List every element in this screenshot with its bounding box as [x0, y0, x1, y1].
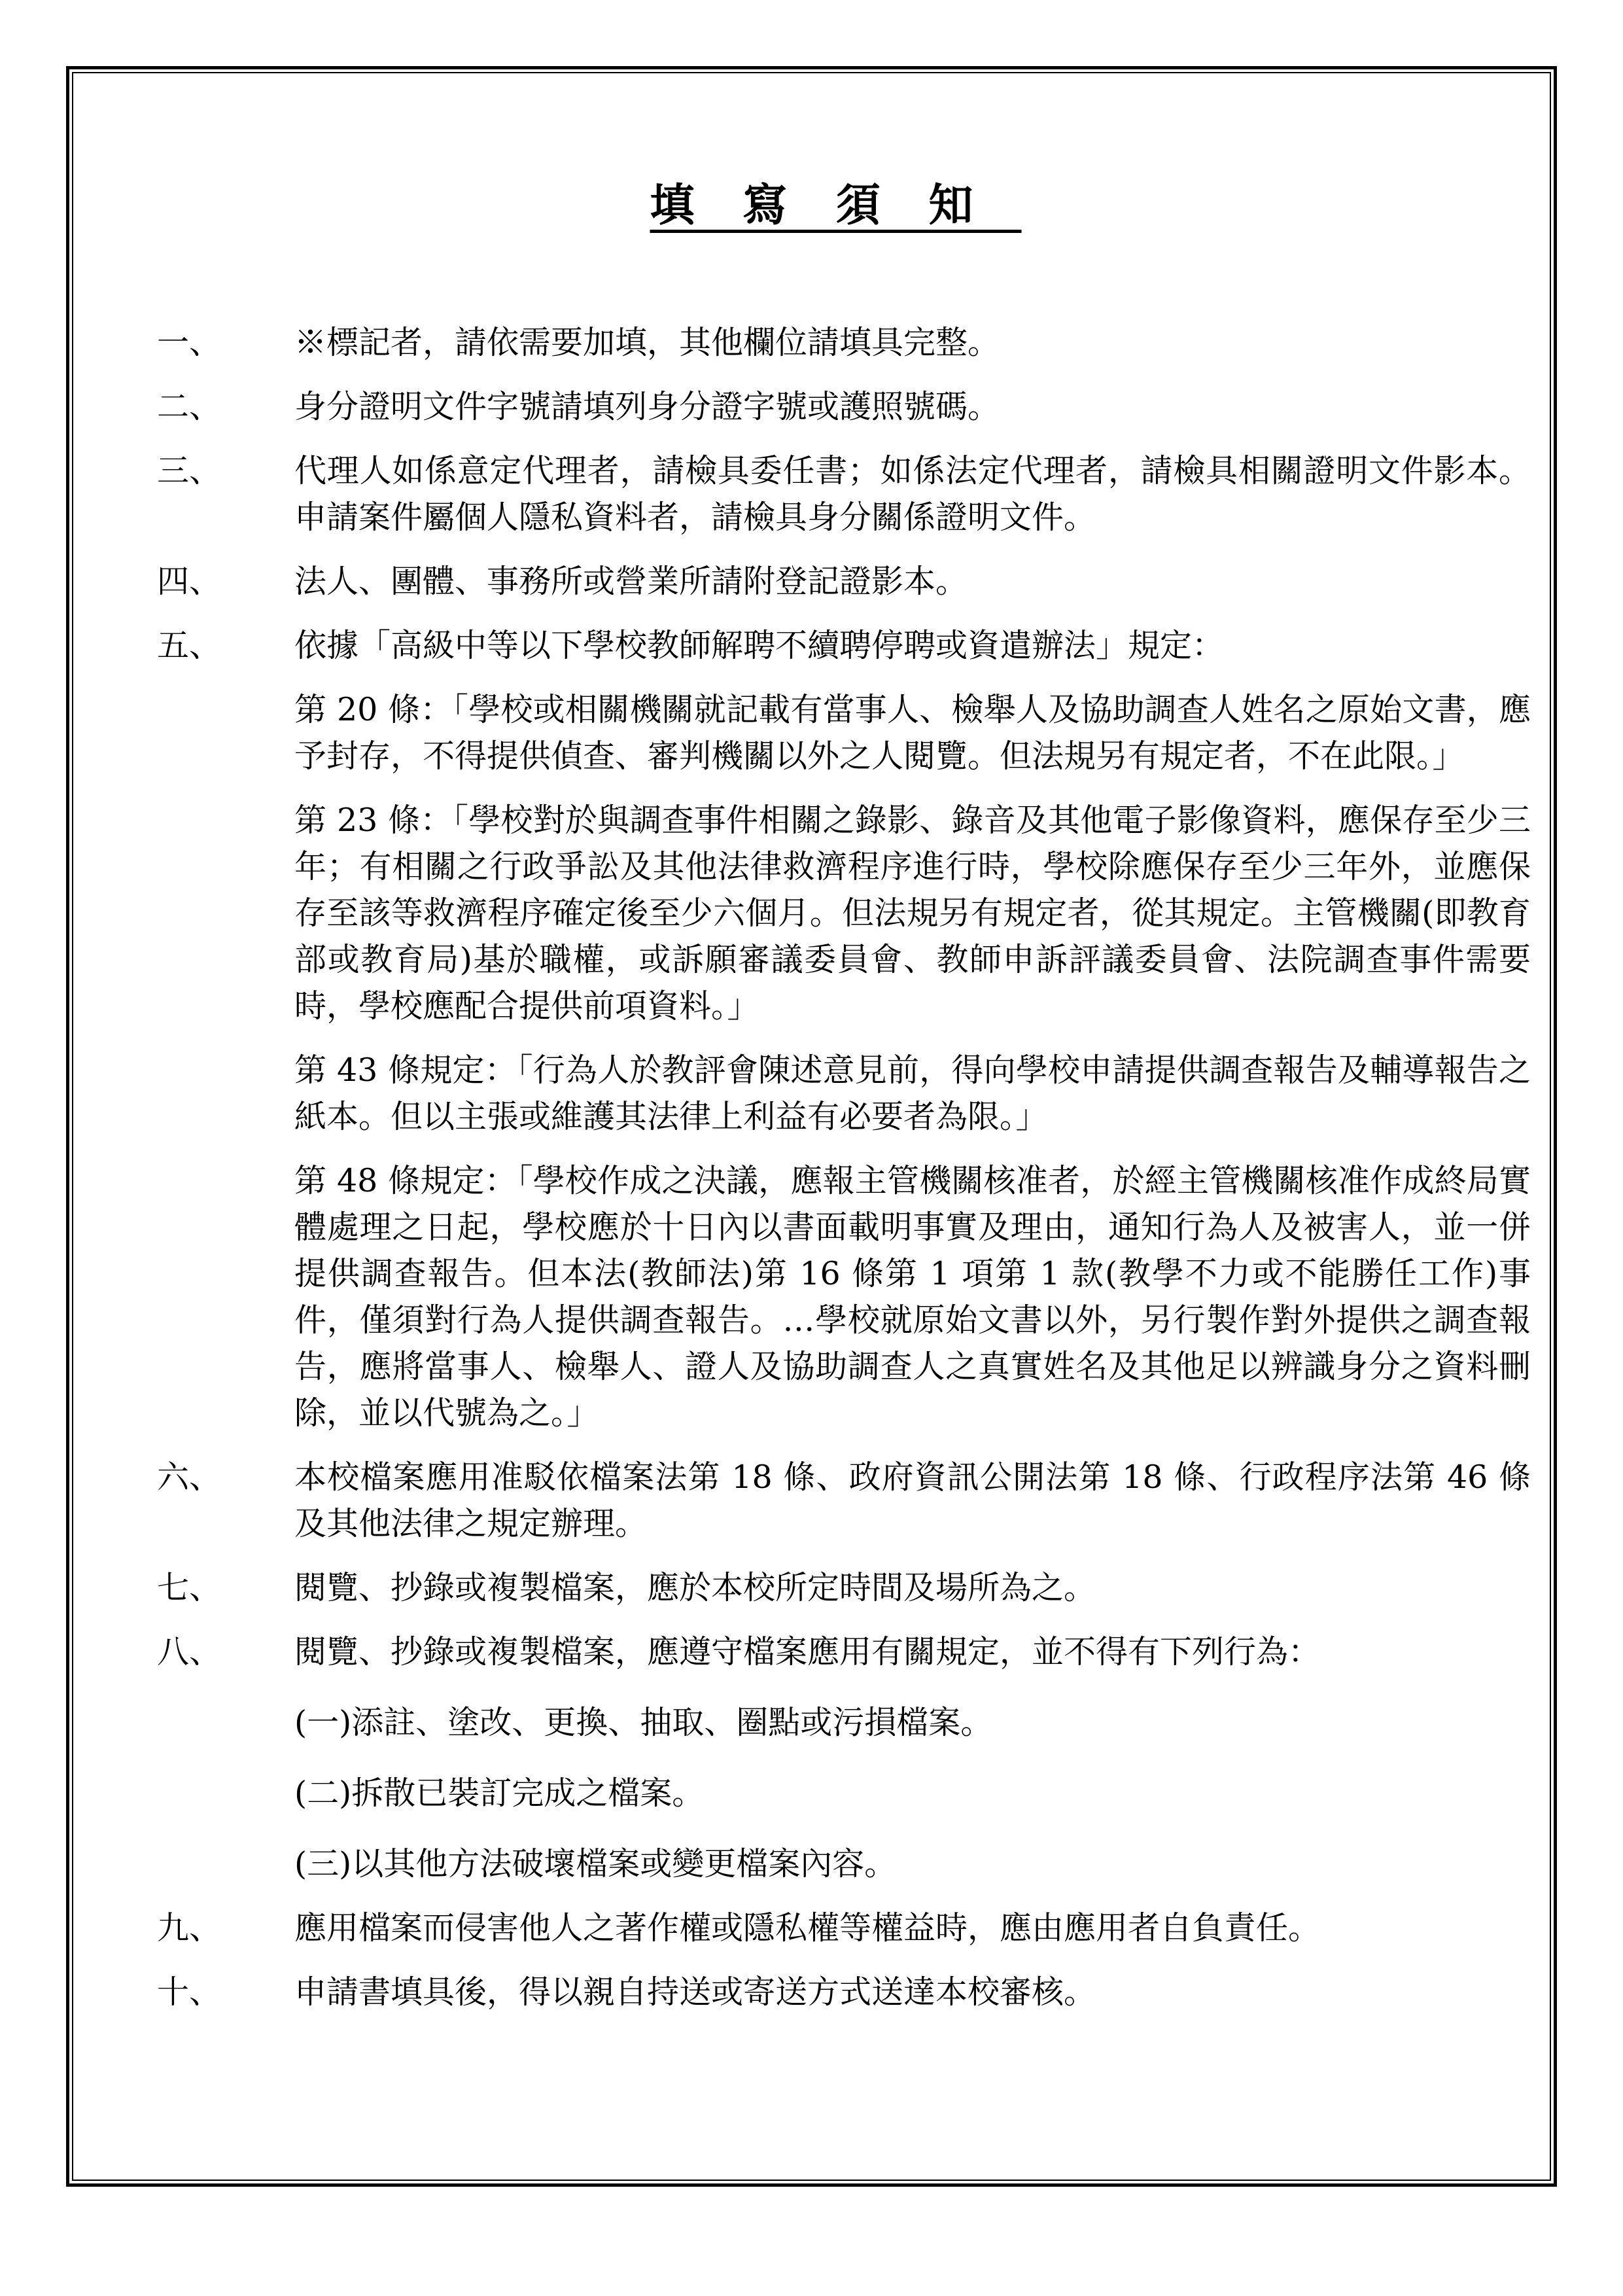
list-item	[157, 1629, 1531, 1887]
item-number: 七、	[157, 1569, 222, 1606]
sub-item: (二)拆散已裝訂完成之檔案。	[294, 1775, 705, 1812]
item-number: 九、	[157, 1909, 222, 1947]
instructions-list	[157, 319, 1531, 2033]
item-text: 閱覽、抄錄或複製檔案，應於本校所定時間及場所為之。	[294, 1569, 1096, 1606]
regulation-article-23: 第 23 條：「學校對於與調查事件相關之錄影、錄音及其他電子影像資料，應保存至少三年；有相關之行政爭訟及其他法律救濟程序進行時，學校除應保存至少三年外，並應保存至該等救濟程序確定後至少六個月。但法規另有規定者，從其規定。主管機關(即教育部或教育局)基於職權，或訴願審議委員會、教師申訴評議委員會、法院調查事件需要時，學校應配合提供前項資料。」	[294, 802, 1531, 1025]
list-item	[157, 448, 1531, 540]
list-item	[157, 558, 1531, 605]
item-number: 十、	[157, 1973, 222, 2011]
list-item	[157, 383, 1531, 430]
list-item	[157, 1905, 1531, 1951]
list-item	[157, 1969, 1531, 2015]
item-number: 三、	[157, 452, 222, 489]
item-text: 本校檔案應用准駁依檔案法第 18 條、政府資訊公開法第 18 條、行政程序法第 46 條及其他法律之規定辦理。	[294, 1458, 1531, 1542]
sub-item: (一)添註、塗改、更換、抽取、圈點或污損檔案。	[294, 1704, 993, 1741]
item-text: 身分證明文件字號請填列身分證字號或護照號碼。	[294, 388, 1000, 425]
list-item	[157, 1454, 1531, 1547]
list-item	[157, 622, 1531, 1436]
regulation-article-20: 第 20 條：「學校或相關機關就記載有當事人、檢舉人及協助調查人姓名之原始文書，應予封存，不得提供偵查、審判機關以外之人閱覽。但法規另有規定者，不在此限。」	[294, 691, 1531, 775]
list-item	[157, 319, 1531, 366]
item-number: 六、	[157, 1458, 222, 1496]
sub-item: (三)以其他方法破壞檔案或變更檔案內容。	[294, 1845, 897, 1882]
item-text: 申請書填具後，得以親自持送或寄送方式送達本校審核。	[294, 1973, 1096, 2011]
item-text: ※標記者，請依需要加填，其他欄位請填具完整。	[294, 324, 1000, 361]
regulation-article-43: 第 43 條規定：「行為人於教評會陳述意見前，得向學校申請提供調查報告及輔導報告之紙本。但以主張或維護其法律上利益有必要者為限。」	[294, 1051, 1531, 1135]
regulation-article-48: 第 48 條規定：「學校作成之決議，應報主管機關核准者，於經主管機關核准作成終局實體處理之日起，學校應於十日內以書面載明事實及理由，通知行為人及被害人，並一併提供調查報告。但本法(教師法)第 16 條第 1 項第 1 款(教學不力或不能勝任工作)事件，僅須對行為人提供調查報告。…學校就原始文書以外，另行製作對外提供之調查報告，應將當事人、檢舉人、證人及協助調查人之真實姓名及其他足以辨識身分之資料刪除，並以代號為之。」	[294, 1162, 1531, 1432]
item-number: 五、	[157, 627, 222, 664]
item-number: 一、	[157, 324, 222, 361]
list-item	[157, 1564, 1531, 1611]
item-text: 閱覽、抄錄或複製檔案，應遵守檔案應用有關規定，並不得有下列行為：	[294, 1633, 1321, 1670]
item-text: 應用檔案而侵害他人之著作權或隱私權等權益時，應由應用者自負責任。	[294, 1909, 1321, 1947]
item-number: 八、	[157, 1633, 222, 1670]
item-number: 四、	[157, 563, 222, 600]
item-text: 法人、團體、事務所或營業所請附登記證影本。	[294, 563, 968, 600]
item-text: 依據「高級中等以下學校教師解聘不續聘停聘或資遣辦法」規定：	[294, 627, 1225, 664]
item-number: 二、	[157, 388, 222, 425]
item-text: 代理人如係意定代理者，請檢具委任書；如係法定代理者，請檢具相關證明文件影本。申請案件屬個人隱私資料者，請檢具身分關係證明文件。	[294, 452, 1531, 536]
page-title: 填寫須知	[650, 179, 1022, 232]
